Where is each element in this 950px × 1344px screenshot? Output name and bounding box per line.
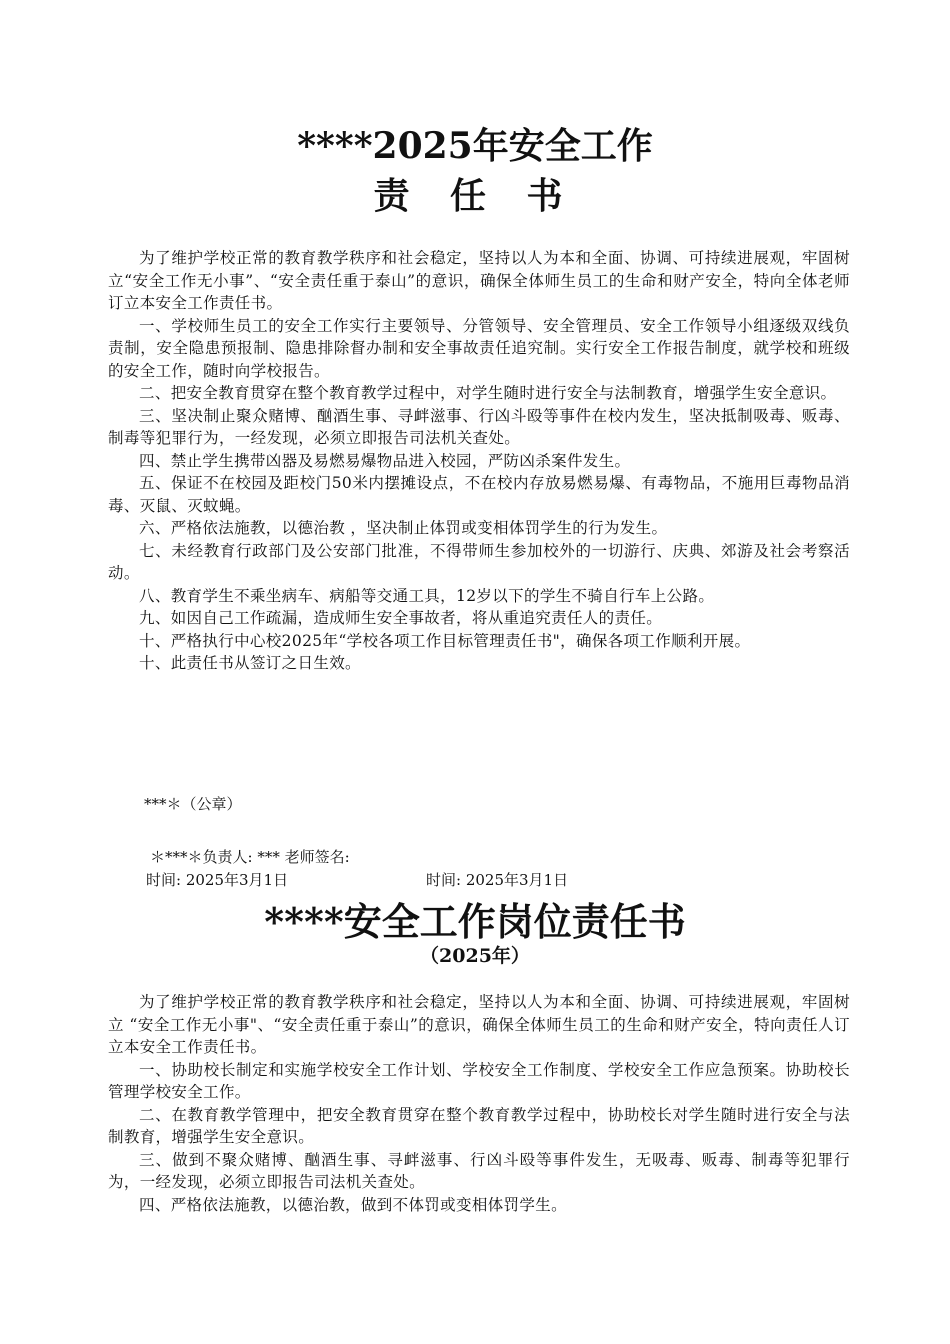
doc1-paragraph: 七、未经教育行政部门及公安部门批准，不得带师生参加校外的一切游行、庆典、郊游及社会考察活动。 — [108, 541, 850, 582]
doc1-paragraph: 五、保证不在校园及距校门50米内摆摊设点，不在校内存放易燃易爆、有毒物品，不施用巨毒物品消毒、灭鼠、灭蚊蝇。 — [108, 474, 850, 515]
seal-line: ***＊（公章） — [144, 795, 242, 813]
doc2-paragraph: 四、严格依法施教，以德治教，做到不体罚或变相体罚学生。 — [139, 1195, 567, 1214]
doc2-paragraph: 二、在教育教学管理中，把安全教育贯穿在整个教育教学过程中，协助校长对学生随时进行安全与法制教育，增强学生安全意识。 — [108, 1105, 850, 1146]
doc2-paragraph: 为了维护学校正常的教育教学秩序和社会稳定，坚持以人为本和全面、协调、可持续进展观，牢固树立 “安全工作无小事"、“安全责任重于泰山”的意识，确保全体师生员工的生命和财产安全，特向责任人订立本安全工作责任书。 — [108, 993, 850, 1056]
signature-line: ＊***＊负责人: *** 老师签名: — [150, 848, 350, 866]
doc1-paragraph: 四、禁止学生携带凶器及易燃易爆物品进入校园，严防凶杀案件发生。 — [139, 451, 631, 470]
doc2-paragraph: 一、协助校长制定和实施学校安全工作计划、学校安全工作制度、学校安全工作应急预案。协助校长管理学校安全工作。 — [108, 1060, 850, 1101]
doc1-paragraph: 二、把安全教育贯穿在整个教育教学过程中，对学生随时进行安全与法制教育，增强学生安全意识。 — [139, 384, 837, 402]
doc2-paragraph: 三、做到不聚众赌博、酗酒生事、寻衅滋事、行凶斗殴等事件发生，无吸毒、贩毒、制毒等犯罪行为，一经发现，必须立即报告司法机关查处。 — [108, 1150, 850, 1191]
doc1-paragraph: 六、严格依法施教，以德治教 ，坚决制止体罚或变相体罚学生的行为发生。 — [139, 519, 668, 537]
doc1-paragraph: 八、教育学生不乘坐病车、病船等交通工具，12岁以下的学生不骑自行车上公路。 — [139, 586, 715, 605]
doc1-subtitle: 责 任 书 — [373, 175, 577, 217]
date-right: 时间: 2025年3月1日 — [426, 871, 569, 889]
doc2-title: ****安全工作岗位责任书 — [264, 899, 686, 944]
doc1-paragraph: 三、坚决制止聚众赌博、酗酒生事、寻衅滋事、行凶斗殴等事件在校内发生，坚决抵制吸毒、贩毒、制毒等犯罪行为，一经发现，必须立即报告司法机关查处。 — [108, 406, 850, 447]
doc1-title: ****2025年安全工作 — [297, 125, 653, 167]
doc1-paragraph: 为了维护学校正常的教育教学秩序和社会稳定，坚持以人为本和全面、协调、可持续进展观，牢固树立“安全工作无小事”、“安全责任重于泰山”的意识，确保全体师生员工的生命和财产安全，特向全体老师订立本安全工作责任书。 — [108, 249, 850, 312]
doc1-paragraph: 十、严格执行中心校2025年“学校各项工作目标管理责任书"，确保各项工作顺利开展。 — [139, 631, 751, 650]
doc1-body — [108, 247, 850, 675]
date-left: 时间: 2025年3月1日 — [146, 871, 289, 889]
doc1-paragraph: 十、此责任书从签订之日生效。 — [139, 654, 361, 672]
doc1-paragraph: 一、学校师生员工的安全工作实行主要领导、分管领导、安全管理员、安全工作领导小组逐级双线负责制，安全隐患预报制、隐患排除督办制和安全事故责任追究制。实行安全工作报告制度，就学校和班级的安全工作，随时向学校报告。 — [108, 316, 850, 380]
doc2-body — [108, 991, 850, 1216]
doc1-paragraph: 九、如因自己工作疏漏，造成师生安全事故者，将从重追究责任人的责任。 — [139, 609, 663, 627]
doc2-year: （2025年） — [420, 945, 530, 967]
